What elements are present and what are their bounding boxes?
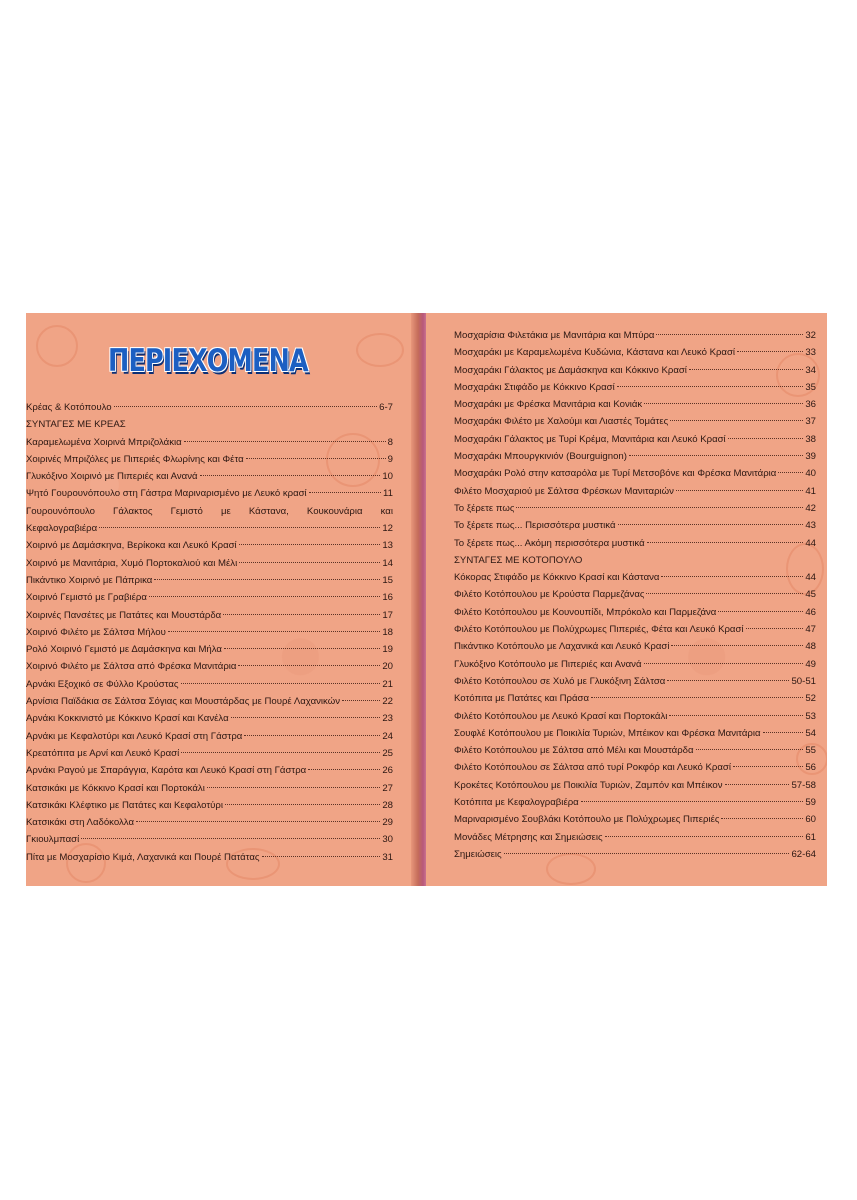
toc-entry[interactable]	[454, 846, 816, 863]
toc-entry-page: 8	[387, 436, 393, 448]
toc-entry-title: Αρνάκι Κοκκινιστό με Κόκκινο Κρασί και Κανέλα	[26, 713, 229, 725]
toc-entry-title: Πικάντικο Χοιρινό με Πάπρικα	[26, 574, 153, 586]
toc-entry-title: Μοσχαράκι Γάλακτος με Τυρί Κρέμα, Μανιτάρια και Λευκό Κρασί	[454, 433, 726, 445]
toc-entry[interactable]	[26, 745, 393, 762]
toc-entry[interactable]	[26, 399, 393, 416]
toc-entry-title: Χοιρινό Φιλέτο με Σάλτσα Μήλου	[26, 626, 166, 638]
toc-entry-page: 40	[805, 468, 816, 480]
toc-entry[interactable]	[454, 344, 816, 361]
toc-entry-title: Μοσχαράκι με Καραμελωμένα Κυδώνια, Κάστανα και Λευκό Κρασί	[454, 347, 736, 359]
toc-entry-page: 32	[805, 330, 816, 341]
toc-entry-page: 15	[382, 574, 393, 586]
toc-entry-title: Κατσικάκι με Κόκκινο Κρασί και Πορτοκάλι	[26, 782, 205, 794]
dot-leader	[309, 492, 381, 493]
toc-entry-title: Γλυκόξινο Κοτόπουλο με Πιπεριές και Ανανά	[454, 658, 642, 670]
toc-entry-title: Μοσχαράκι με Φρέσκα Μανιτάρια και Κονιάκ	[454, 399, 643, 411]
toc-entry-page: 48	[805, 641, 816, 653]
toc-entry-page: 23	[382, 713, 393, 725]
toc-entry-page: 20	[382, 661, 393, 673]
dot-leader	[581, 801, 804, 802]
toc-entry-page: 44	[805, 537, 816, 549]
dot-leader	[181, 683, 381, 684]
toc-entry[interactable]	[454, 829, 816, 846]
book-spread	[26, 313, 827, 886]
toc-entry[interactable]	[26, 607, 393, 624]
toc-entry[interactable]	[454, 811, 816, 828]
toc-entry[interactable]	[454, 431, 816, 448]
toc-entry-title: Φιλέτο Κοτόπουλου με Πολύχρωμες Πιπεριές, Φέτα και Λευκό Κρασί	[454, 624, 744, 636]
toc-entry[interactable]	[454, 708, 816, 725]
contents-list-right	[454, 327, 816, 863]
toc-entry-title: Το ξέρετε πως	[454, 502, 515, 514]
dot-leader	[504, 853, 790, 854]
toc-entry-title: Φιλέτο Κοτόπουλου με Λευκό Κρασί και Πορτοκάλι	[454, 710, 668, 722]
toc-entry-title: Το ξέρετε πως... Ακόμη περισσότερα μυστικά	[454, 537, 645, 549]
toc-entry[interactable]	[454, 725, 816, 742]
dot-leader	[618, 524, 804, 525]
toc-entry[interactable]	[454, 535, 816, 552]
toc-entry-title: Μοσχαράκι Ρολό στην κατσαρόλα με Τυρί Μετσοβόνε και Φρέσκα Μανιτάρια	[454, 468, 777, 480]
toc-entry[interactable]	[454, 379, 816, 396]
toc-entry-page: 30	[382, 834, 393, 846]
toc-entry-page: 25	[382, 747, 393, 759]
section-heading: ΣΥΝΤΑΓΕΣ ΜΕ ΚΡΕΑΣ	[26, 419, 126, 431]
toc-entry-page: 43	[805, 520, 816, 532]
dot-leader	[644, 403, 803, 404]
dot-leader	[246, 458, 386, 459]
toc-entry[interactable]	[26, 485, 393, 502]
toc-entry-title: Ρολό Χοιρινό Γεμιστό με Δαμάσκηνα και Μήλα	[26, 644, 222, 656]
toc-entry[interactable]	[26, 555, 393, 572]
toc-entry-page: 60	[805, 814, 816, 826]
dot-leader	[99, 527, 380, 528]
dot-leader	[725, 784, 790, 785]
toc-entry-title: Χοιρινό Φιλέτο με Σάλτσα από Φρέσκα Μανιτάρια	[26, 661, 237, 673]
dot-leader	[224, 648, 380, 649]
toc-entry-page: 18	[382, 626, 393, 638]
toc-entry[interactable]	[454, 362, 816, 379]
toc-entry[interactable]	[454, 500, 816, 517]
toc-entry-page: 17	[382, 609, 393, 621]
right-page	[426, 313, 827, 886]
dot-leader	[647, 542, 804, 543]
dot-leader	[763, 732, 804, 733]
dot-leader	[223, 614, 380, 615]
toc-entry-page: 54	[805, 727, 816, 739]
toc-entry-page: 6-7	[379, 402, 393, 413]
food-doodle-icon	[36, 325, 78, 367]
toc-entry-title: Μοσχαρίσια Φιλετάκια με Μανιτάρια και Μπύρα	[454, 330, 655, 341]
dot-leader	[231, 717, 381, 718]
dot-leader	[342, 700, 380, 701]
toc-entry-page: 45	[805, 589, 816, 601]
toc-entry[interactable]	[454, 673, 816, 690]
toc-entry[interactable]	[26, 710, 393, 727]
toc-entry[interactable]	[26, 658, 393, 675]
toc-entry[interactable]	[26, 780, 393, 797]
dot-leader	[661, 576, 803, 577]
toc-entry-title: Μοσχαράκι Γάλακτος με Δαμάσκηνα και Κόκκινο Κρασί	[454, 364, 687, 376]
dot-leader	[239, 544, 381, 545]
dot-leader	[696, 749, 804, 750]
dot-leader	[721, 818, 803, 819]
toc-entry[interactable]	[26, 468, 393, 485]
toc-entry-page: 36	[805, 399, 816, 411]
toc-entry[interactable]	[454, 413, 816, 430]
toc-entry[interactable]	[454, 483, 816, 500]
toc-entry[interactable]	[26, 728, 393, 745]
toc-entry-page: 49	[805, 658, 816, 670]
toc-entry-page: 22	[382, 696, 393, 708]
dot-leader	[262, 856, 381, 857]
toc-entry-page: 50-51	[791, 675, 816, 687]
dot-leader	[746, 628, 804, 629]
toc-entry-title: Πίτα με Μοσχαρίσιο Κιμά, Λαχανικά και Πουρέ Πατάτας	[26, 851, 260, 863]
toc-entry-page: 11	[383, 488, 393, 500]
toc-entry-page: 35	[805, 381, 816, 393]
contents-list-left	[26, 399, 393, 866]
toc-entry-title: Ψητό Γουρουνόπουλο στη Γάστρα Μαριναρισμένο με Λευκό κρασί	[26, 488, 307, 500]
toc-entry-page: 37	[805, 416, 816, 428]
toc-entry-page: 56	[805, 762, 816, 774]
toc-entry-title: Μοσχαράκι Φιλέτο με Χαλούμι και Λιαστές Τομάτες	[454, 416, 669, 428]
toc-entry[interactable]	[454, 742, 816, 759]
toc-entry[interactable]	[454, 448, 816, 465]
toc-entry-title: Μοσχαράκι Στιφάδο με Κόκκινο Κρασί	[454, 381, 615, 393]
toc-entry[interactable]	[454, 777, 816, 794]
toc-entry-page: 13	[382, 540, 393, 552]
toc-entry-title: Φιλέτο Κοτόπουλου με Κουνουπίδι, Μπρόκολο και Παρμεζάνα	[454, 606, 717, 618]
toc-entry-title: Φιλέτο Κοτόπουλου με Σάλτσα από Μέλι και Μουστάρδα	[454, 745, 694, 757]
toc-entry-title: Χοιρινές Πανσέτες με Πατάτες και Μουστάρδα	[26, 609, 222, 621]
dot-leader	[149, 596, 380, 597]
dot-leader	[733, 766, 803, 767]
left-page	[26, 313, 418, 886]
dot-leader	[239, 562, 380, 563]
dot-leader	[617, 386, 804, 387]
toc-entry-page: 14	[382, 557, 393, 569]
food-doodle-icon	[356, 333, 404, 367]
toc-entry-page: 28	[382, 799, 393, 811]
dot-leader	[646, 593, 803, 594]
toc-entry-page: 44	[805, 572, 816, 584]
toc-entry-title: Φιλέτο Κοτόπουλου σε Σάλτσα από τυρί Ροκφόρ και Λευκό Κρασί	[454, 762, 731, 774]
dot-leader	[656, 334, 803, 335]
dot-leader	[718, 611, 803, 612]
section-heading: ΣΥΝΤΑΓΕΣ ΜΕ ΚΟΤΟΠΟΥΛΟ	[454, 554, 583, 566]
toc-entry-page: 33	[805, 347, 816, 359]
toc-entry[interactable]	[26, 693, 393, 710]
toc-entry-title: Κόκορας Στιφάδο με Κόκκινο Κρασί και Κάστανα	[454, 572, 660, 584]
toc-entry[interactable]	[454, 604, 816, 621]
toc-entry-title: Αρνάκι με Κεφαλοτύρι και Λευκό Κρασί στη Γάστρα	[26, 730, 243, 742]
toc-entry-page: 27	[382, 782, 393, 794]
toc-entry[interactable]	[454, 586, 816, 603]
toc-entry[interactable]	[26, 676, 393, 693]
page-title: ΠΕΡΙΕΧΟΜΕΝΑ	[108, 343, 308, 379]
toc-entry[interactable]	[454, 396, 816, 413]
toc-entry-page: 26	[382, 765, 393, 777]
toc-entry[interactable]	[454, 517, 816, 534]
toc-entry-title: Χοιρινό με Δαμάσκηνα, Βερίκοκα και Λευκό Κρασί	[26, 540, 237, 552]
dot-leader	[136, 821, 380, 822]
toc-entry-title: Φιλέτο Μοσχαριού με Σάλτσα Φρέσκων Μανιταριών	[454, 485, 674, 497]
dot-leader	[591, 697, 803, 698]
toc-entry-title: Φιλέτο Κοτόπουλου σε Χυλό με Γλυκόξινη Σάλτσα	[454, 675, 666, 687]
toc-entry-title: Φιλέτο Κοτόπουλου με Κρούστα Παρμεζάνας	[454, 589, 645, 601]
dot-leader	[225, 804, 380, 805]
toc-entry-title: Κοτόπιτα με Πατάτες και Πράσα	[454, 693, 590, 705]
toc-entry[interactable]	[26, 434, 393, 451]
toc-entry-title: Μαριναρισμένο Σουβλάκι Κοτόπουλο με Πολύχρωμες Πιπεριές	[454, 814, 720, 826]
toc-entry-page: 42	[805, 502, 816, 514]
toc-entry[interactable]	[454, 638, 816, 655]
toc-entry-title: Γλυκόξινο Χοιρινό με Πιπεριές και Ανανά	[26, 471, 198, 483]
toc-entry[interactable]	[454, 690, 816, 707]
toc-entry[interactable]	[26, 641, 393, 658]
toc-entry-title: Καραμελωμένα Χοιρινά Μπριζολάκια	[26, 436, 182, 448]
dot-leader	[667, 680, 789, 681]
toc-entry-page: 47	[805, 624, 816, 636]
toc-entry-title: Αρνάκι Ραγού με Σπαράγγια, Καρότα και Λευκό Κρασί στη Γάστρα	[26, 765, 307, 777]
toc-entry[interactable]	[26, 814, 393, 831]
dot-leader	[244, 735, 380, 736]
toc-entry-page: 57-58	[791, 779, 816, 791]
dot-leader	[778, 472, 803, 473]
toc-entry-title: Χοιρινές Μπριζόλες με Πιπεριές Φλωρίνης και Φέτα	[26, 453, 244, 465]
toc-entry-title: Μονάδες Μέτρησης και Σημειώσεις	[454, 831, 603, 843]
toc-entry-title: Αρνίσια Παϊδάκια σε Σάλτσα Σόγιας και Μουστάρδας με Πουρέ Λαχανικών	[26, 696, 341, 708]
dot-leader	[238, 665, 380, 666]
toc-entry-title: Κροκέτες Κοτόπουλου με Ποικιλία Τυριών, Ζαμπόν και Μπέικον	[454, 779, 723, 791]
dot-leader	[629, 455, 803, 456]
toc-entry-page: 16	[382, 592, 393, 604]
toc-entry-page: 31	[382, 851, 393, 863]
toc-entry-page: 38	[805, 433, 816, 445]
toc-entry-title: Κεφαλογραβιέρα	[26, 523, 98, 535]
dot-leader	[671, 645, 803, 646]
toc-entry-page: 19	[382, 644, 393, 656]
toc-entry[interactable]	[454, 465, 816, 482]
toc-entry[interactable]	[26, 762, 393, 779]
toc-entry[interactable]	[454, 759, 816, 776]
toc-entry-page: 9	[387, 453, 393, 465]
toc-entry-title: Κοτόπιτα με Κεφαλογραβιέρα	[454, 797, 579, 809]
toc-entry-page: 55	[805, 745, 816, 757]
toc-entry-page: 21	[382, 678, 393, 690]
toc-entry-title-line1: Γουρουνόπουλο Γάλακτος Γεμιστό με Κάστανα, Κουκουνάρια και	[26, 505, 393, 517]
toc-entry-title: Χοιρινό με Μανιτάρια, Χυμό Πορτοκαλιού και Μέλι	[26, 557, 238, 569]
toc-entry-title: Σουφλέ Κοτόπουλου με Ποικιλία Τυριών, Μπέικον και Φρέσκα Μανιτάρια	[454, 727, 761, 739]
toc-entry-title: Κατσικάκι Κλέφτικο με Πατάτες και Κεφαλοτύρι	[26, 799, 223, 811]
toc-entry[interactable]	[454, 621, 816, 638]
toc-entry[interactable]	[26, 537, 393, 554]
dot-leader	[168, 631, 380, 632]
toc-entry-page: 24	[382, 730, 393, 742]
dot-leader	[689, 369, 803, 370]
toc-entry[interactable]	[454, 327, 816, 344]
toc-entry[interactable]	[26, 589, 393, 606]
toc-entry[interactable]	[26, 451, 393, 468]
toc-entry[interactable]	[454, 656, 816, 673]
toc-entry-page: 39	[805, 451, 816, 463]
dot-leader	[669, 715, 803, 716]
dot-leader	[181, 752, 380, 753]
toc-entry-title: Αρνάκι Εξοχικό σε Φύλλο Κρούστας	[26, 678, 179, 690]
toc-entry-page: 53	[805, 710, 816, 722]
toc-entry-page: 29	[382, 817, 393, 829]
dot-leader	[114, 406, 378, 407]
dot-leader	[676, 490, 803, 491]
toc-entry[interactable]	[26, 572, 393, 589]
toc-entry-title: Το ξέρετε πως... Περισσότερα μυστικά	[454, 520, 616, 532]
toc-entry-title: Μοσχαράκι Μπουργκινιόν (Bourguignon)	[454, 451, 627, 463]
toc-entry-title: Πικάντικο Κοτόπουλο με Λαχανικά και Λευκό Κρασί	[454, 641, 670, 653]
dot-leader	[737, 351, 803, 352]
toc-entry-page: 61	[805, 831, 816, 843]
dot-leader	[605, 836, 804, 837]
toc-entry-title: Σημειώσεις	[454, 848, 502, 860]
toc-entry[interactable]	[26, 831, 393, 848]
toc-entry[interactable]	[26, 797, 393, 814]
toc-entry-page: 34	[805, 364, 816, 376]
toc-entry-page: 52	[805, 693, 816, 705]
toc-entry-page: 41	[805, 485, 816, 497]
toc-entry[interactable]	[454, 794, 816, 811]
toc-entry-title: Χοιρινό Γεμιστό με Γραβιέρα	[26, 592, 147, 604]
toc-entry-title: Γκιουλμπασί	[26, 834, 80, 846]
dot-leader	[644, 663, 804, 664]
toc-entry[interactable]	[454, 569, 816, 586]
toc-entry[interactable]	[26, 503, 393, 538]
toc-entry-page: 59	[805, 797, 816, 809]
dot-leader	[154, 579, 380, 580]
toc-entry-title: Κρέας & Κοτόπουλο	[26, 402, 112, 413]
toc-entry-page: 62-64	[791, 848, 816, 860]
dot-leader	[308, 769, 380, 770]
dot-leader	[200, 475, 381, 476]
toc-entry-page: 46	[805, 606, 816, 618]
toc-entry-title: Κατσικάκι στη Λαδόκολλα	[26, 817, 134, 829]
dot-leader	[670, 420, 803, 421]
dot-leader	[207, 787, 380, 788]
toc-entry[interactable]	[26, 624, 393, 641]
toc-entry-title: Κρεατόπιτα με Αρνί και Λευκό Κρασί	[26, 747, 180, 759]
toc-entry-page: 10	[382, 471, 393, 483]
toc-entry-page: 12	[382, 523, 393, 535]
dot-leader	[728, 438, 804, 439]
toc-entry[interactable]	[26, 849, 393, 866]
dot-leader	[184, 441, 386, 442]
dot-leader	[516, 507, 803, 508]
dot-leader	[81, 838, 380, 839]
